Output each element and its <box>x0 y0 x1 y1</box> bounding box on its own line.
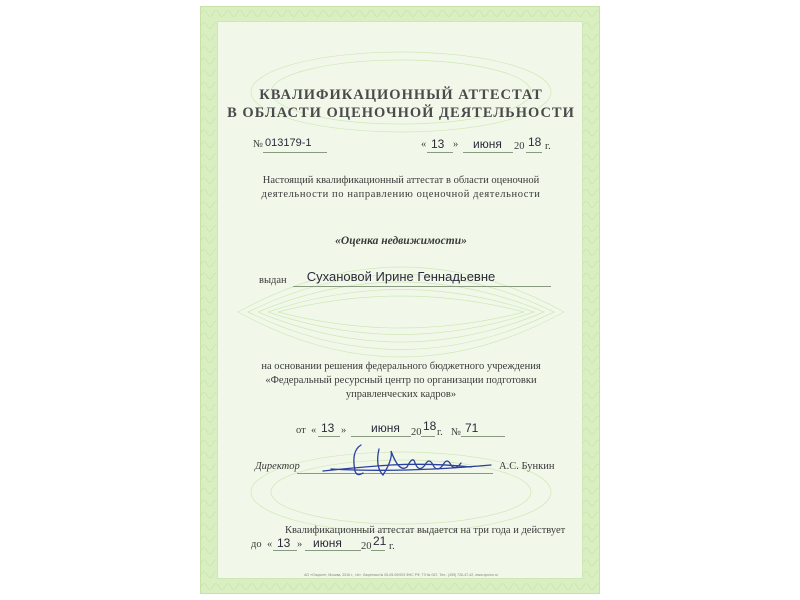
director-signature <box>321 437 501 485</box>
decision-year-suffix: 18 <box>423 419 437 433</box>
decision-year-unit: г. <box>437 427 443 438</box>
issue-month: июня <box>473 137 502 151</box>
date-close-quote: » <box>453 139 459 150</box>
direction-name: «Оценка недвижимости» <box>335 235 467 247</box>
year-prefix: 20 <box>514 141 525 152</box>
certificate-sheet <box>200 6 600 594</box>
holder-underline <box>293 286 551 287</box>
decision-number: 71 <box>465 421 479 435</box>
decision-month: июня <box>371 421 400 435</box>
valid-close-quote: » <box>297 539 303 550</box>
intro-line-2: деятельности по направлению оценочной деятельности <box>261 189 541 200</box>
basis-line-3: управленческих кадров» <box>345 389 457 400</box>
date-open-quote: « <box>421 139 427 150</box>
decision-open-quote: « <box>311 425 317 436</box>
valid-until-label: до <box>251 539 262 550</box>
decision-close-quote: » <box>341 425 347 436</box>
decision-year-prefix: 20 <box>411 427 422 438</box>
title-line-2: В ОБЛАСТИ ОЦЕНОЧНОЙ ДЕЯТЕЛЬНОСТИ <box>227 105 575 121</box>
valid-year-unit: г. <box>389 541 395 552</box>
holder-name: Сухановой Ирине Геннадьевне <box>306 269 496 284</box>
decision-number-prefix: № <box>451 427 462 438</box>
basis-line-2: «Федеральный ресурсный центр по организации подготовки <box>265 375 537 386</box>
director-name: А.С. Бункин <box>499 461 555 472</box>
issue-year-suffix: 18 <box>528 135 542 149</box>
valid-month: июня <box>313 536 342 550</box>
valid-day-underline <box>273 550 297 551</box>
issued-label: выдан <box>259 275 287 286</box>
number-underline <box>263 152 327 153</box>
year-underline <box>526 152 542 153</box>
title-line-1: КВАЛИФИКАЦИОННЫЙ АТТЕСТАТ <box>259 87 543 103</box>
year-unit: г. <box>545 141 551 152</box>
number-prefix: № <box>253 139 264 150</box>
valid-year-suffix: 21 <box>373 534 387 548</box>
valid-year-prefix: 20 <box>361 541 372 552</box>
certificate-number: 013179-1 <box>265 137 312 149</box>
validity-line: Квалификационный аттестат выдается на три года и действует <box>285 525 566 536</box>
day-underline <box>427 152 453 153</box>
valid-day: 13 <box>277 536 291 550</box>
basis-line-1: на основании решения федерального бюджетного учреждения <box>261 361 541 372</box>
valid-month-underline <box>305 550 361 551</box>
valid-open-quote: « <box>267 539 273 550</box>
printer-info: АО «Опцион», Москва, 2016 г., «А». Лицензия № 05-05-09/003 ФНС РФ, ТЗ № 067. Тел.: (495) 726-47-42, www.opcion.ru <box>304 573 498 577</box>
decision-day: 13 <box>321 421 335 435</box>
month-underline <box>463 152 513 153</box>
issue-day: 13 <box>431 137 445 151</box>
director-label: Директор <box>255 461 300 472</box>
intro-line-1: Настоящий квалификационный аттестат в области оценочной <box>262 175 540 186</box>
decision-from: от <box>296 425 306 436</box>
valid-year-underline <box>371 550 385 551</box>
